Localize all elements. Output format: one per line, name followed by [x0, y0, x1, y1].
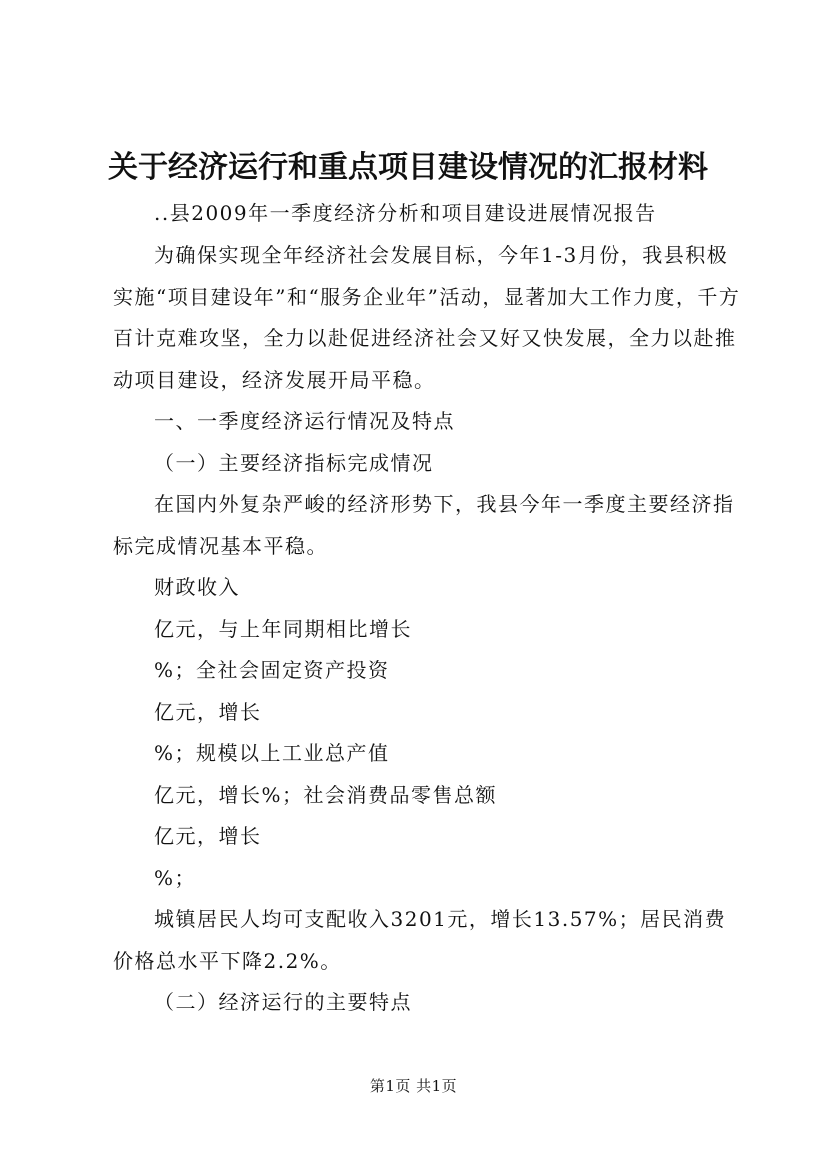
page-number-footer: 第1页 共1页 [369, 1077, 458, 1095]
income-paragraph: 城镇居民人均可支配收入3201元，增长13.57%；居民消费价格总水平下降2.2%。 [113, 907, 727, 973]
indicator-line-1: 财政收入 [154, 575, 240, 599]
intro-paragraph: 为确保实现全年经济社会发展目标，今年1-3月份，我县积极实施“项目建设年”和“服务企业年”活动，显著加大工作力度，千方百计克难攻坚，全力以赴促进经济社会又好又快发展，全力以赴推动项目建设，经济发展开局平稳。 [113, 243, 741, 392]
indicator-line-5: %；规模以上工业总产值 [154, 741, 390, 765]
report-subtitle: ..县2009年一季度经济分析和项目建设进展情况报告 [154, 201, 657, 225]
indicator-line-6: 亿元，增长%；社会消费品零售总额 [154, 783, 498, 807]
document-title: 关于经济运行和重点项目建设情况的汇报材料 [108, 150, 708, 185]
subsection-heading-1: （一）主要经济指标完成情况 [154, 451, 434, 475]
indicator-line-7: 亿元，增长 [154, 824, 262, 848]
indicator-line-8: %； [154, 866, 197, 890]
section-heading-1: 一、一季度经济运行情况及特点 [154, 409, 455, 433]
indicator-line-2: 亿元，与上年同期相比增长 [154, 617, 412, 641]
indicator-line-3: %；全社会固定资产投资 [154, 658, 390, 682]
subsection-heading-2: （二）经济运行的主要特点 [154, 990, 412, 1014]
indicator-line-4: 亿元，增长 [154, 700, 262, 724]
subsection-1-body: 在国内外复杂严峻的经济形势下，我县今年一季度主要经济指标完成情况基本平稳。 [113, 492, 735, 558]
